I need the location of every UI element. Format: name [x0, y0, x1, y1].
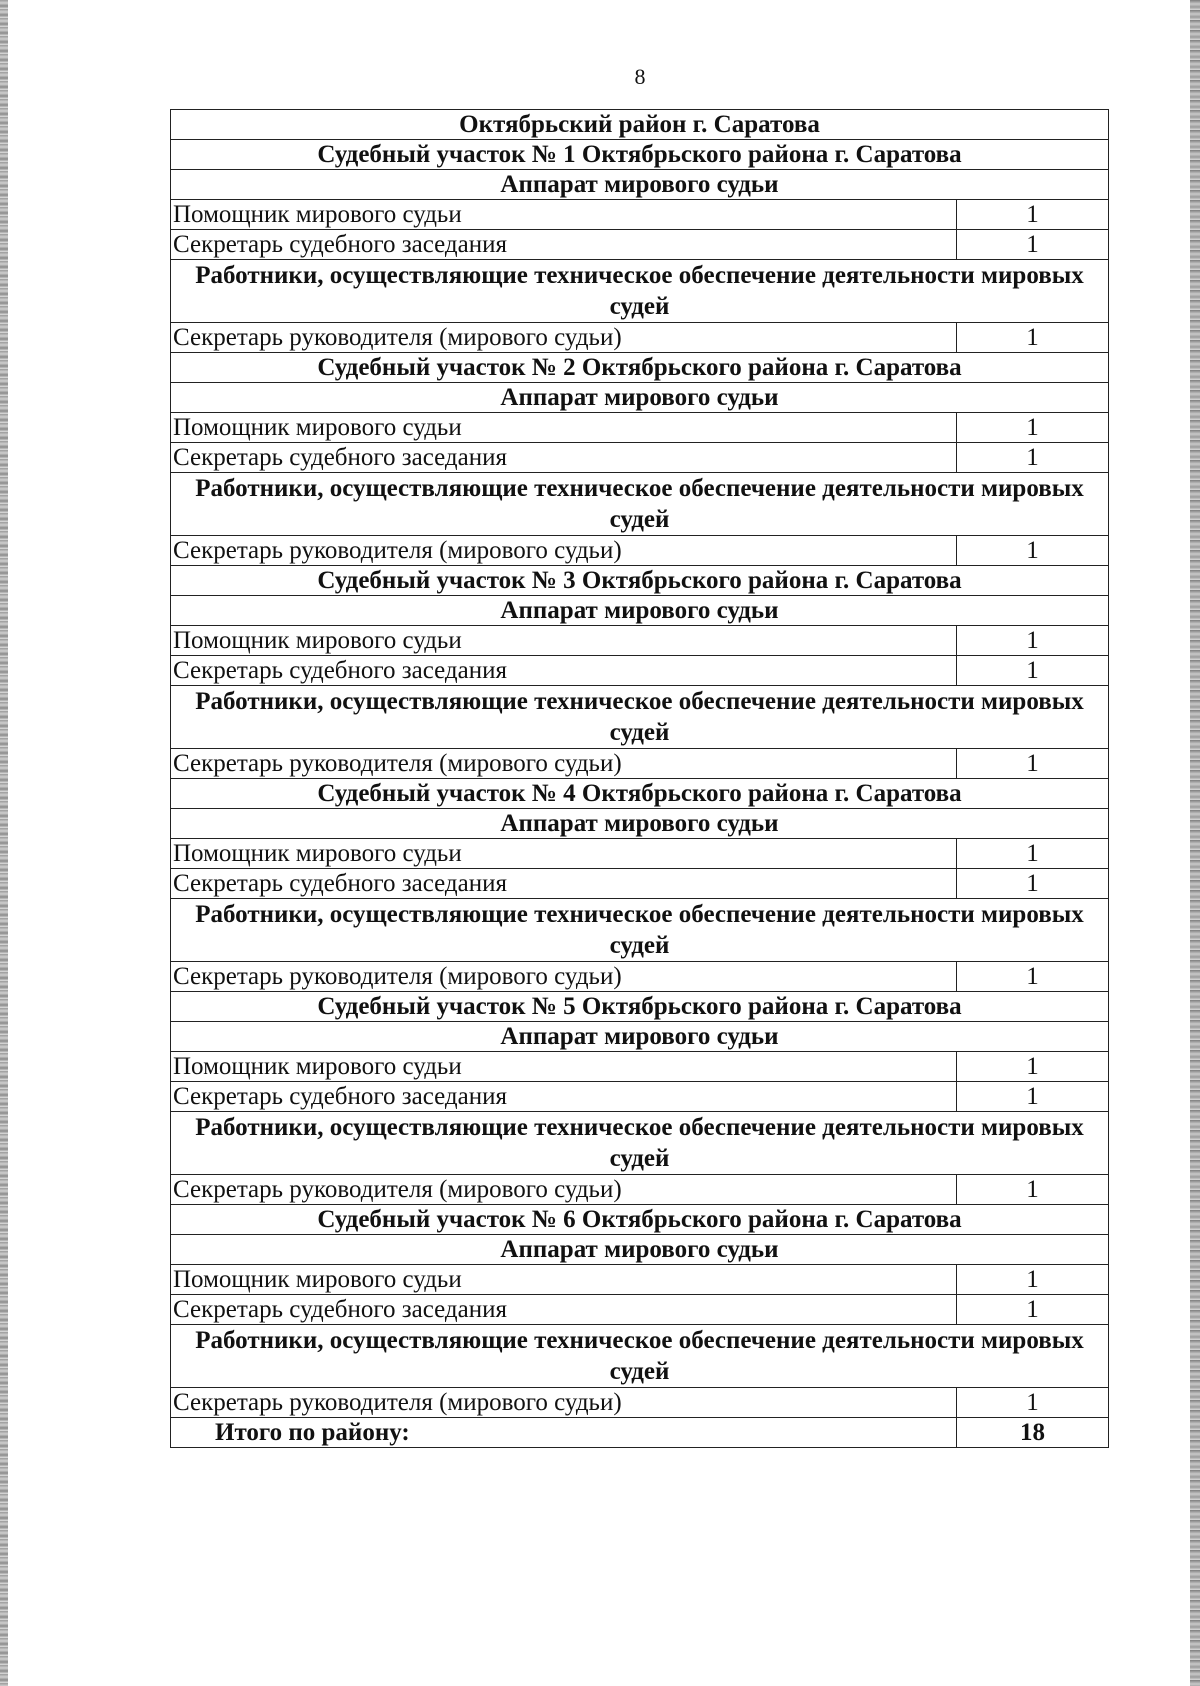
position-row: [171, 656, 1109, 686]
position-name: Секретарь судебного заседания: [171, 1082, 957, 1112]
position-count: 1: [957, 200, 1109, 230]
technical-staff-header: Работники, осуществляющие техническое обеспечение деятельности мировых судей: [171, 1325, 1109, 1388]
technical-staff-header: Работники, осуществляющие техническое обеспечение деятельности мировых судей: [171, 1112, 1109, 1175]
technical-staff-header: Работники, осуществляющие техническое обеспечение деятельности мировых судей: [171, 686, 1109, 749]
position-count: 1: [957, 230, 1109, 260]
position-name: Помощник мирового судьи: [171, 1052, 957, 1082]
apparatus-header: Аппарат мирового судьи: [171, 1022, 1109, 1052]
court-title: Судебный участок № 5 Октябрьского района г. Саратова: [171, 992, 1109, 1022]
position-row: [171, 443, 1109, 473]
position-name: Секретарь судебного заседания: [171, 1295, 957, 1325]
page-number: 8: [634, 64, 646, 89]
position-row: [171, 536, 1109, 566]
position-name: Секретарь судебного заседания: [171, 443, 957, 473]
technical-header-row: [171, 686, 1109, 749]
position-name: Помощник мирового судьи: [171, 626, 957, 656]
position-row: [171, 1388, 1109, 1418]
position-name: Помощник мирового судьи: [171, 200, 957, 230]
apparatus-header: Аппарат мирового судьи: [171, 383, 1109, 413]
apparatus-header-row: [171, 383, 1109, 413]
position-row: [171, 1175, 1109, 1205]
position-row: [171, 869, 1109, 899]
apparatus-header: Аппарат мирового судьи: [171, 596, 1109, 626]
scan-edge-right: [1190, 0, 1200, 1686]
position-count: 1: [957, 413, 1109, 443]
apparatus-header-row: [171, 1022, 1109, 1052]
position-row: [171, 749, 1109, 779]
apparatus-header-row: [171, 809, 1109, 839]
court-title-row: [171, 779, 1109, 809]
position-row: [171, 323, 1109, 353]
court-title: Судебный участок № 2 Октябрьского района г. Саратова: [171, 353, 1109, 383]
position-name: Секретарь судебного заседания: [171, 230, 957, 260]
apparatus-header: Аппарат мирового судьи: [171, 1235, 1109, 1265]
position-count: 1: [957, 1388, 1109, 1418]
total-row: [171, 1418, 1109, 1448]
district-title-row: [171, 110, 1109, 140]
position-count: 1: [957, 1082, 1109, 1112]
apparatus-header: Аппарат мирового судьи: [171, 809, 1109, 839]
position-count: 1: [957, 749, 1109, 779]
court-title-row: [171, 353, 1109, 383]
position-name: Помощник мирового судьи: [171, 1265, 957, 1295]
position-count: 1: [957, 839, 1109, 869]
court-title: Судебный участок № 4 Октябрьского района г. Саратова: [171, 779, 1109, 809]
position-row: [171, 962, 1109, 992]
position-name: Секретарь руководителя (мирового судьи): [171, 323, 957, 353]
technical-header-row: [171, 899, 1109, 962]
staff-table: [170, 109, 1109, 1448]
staff-table-body: [171, 110, 1109, 1448]
position-row: [171, 230, 1109, 260]
position-name: Секретарь руководителя (мирового судьи): [171, 962, 957, 992]
court-title-row: [171, 566, 1109, 596]
position-count: 1: [957, 656, 1109, 686]
court-title-row: [171, 992, 1109, 1022]
position-name: Помощник мирового судьи: [171, 413, 957, 443]
total-label: Итого по району:: [171, 1418, 957, 1448]
technical-header-row: [171, 1112, 1109, 1175]
position-row: [171, 1082, 1109, 1112]
position-count: 1: [957, 1295, 1109, 1325]
position-count: 1: [957, 1052, 1109, 1082]
apparatus-header-row: [171, 1235, 1109, 1265]
technical-staff-header: Работники, осуществляющие техническое обеспечение деятельности мировых судей: [171, 260, 1109, 323]
court-title-row: [171, 140, 1109, 170]
position-name: Помощник мирового судьи: [171, 839, 957, 869]
position-count: 1: [957, 1175, 1109, 1205]
position-row: [171, 1295, 1109, 1325]
position-row: [171, 1052, 1109, 1082]
position-row: [171, 1265, 1109, 1295]
technical-staff-header: Работники, осуществляющие техническое обеспечение деятельности мировых судей: [171, 473, 1109, 536]
court-title: Судебный участок № 3 Октябрьского района г. Саратова: [171, 566, 1109, 596]
position-name: Секретарь судебного заседания: [171, 869, 957, 899]
position-row: [171, 200, 1109, 230]
court-title: Судебный участок № 6 Октябрьского района г. Саратова: [171, 1205, 1109, 1235]
technical-staff-header: Работники, осуществляющие техническое обеспечение деятельности мировых судей: [171, 899, 1109, 962]
position-count: 1: [957, 869, 1109, 899]
position-row: [171, 839, 1109, 869]
technical-header-row: [171, 1325, 1109, 1388]
position-name: Секретарь руководителя (мирового судьи): [171, 536, 957, 566]
position-name: Секретарь руководителя (мирового судьи): [171, 1175, 957, 1205]
position-count: 1: [957, 626, 1109, 656]
court-title-row: [171, 1205, 1109, 1235]
position-count: 1: [957, 1265, 1109, 1295]
apparatus-header-row: [171, 170, 1109, 200]
position-count: 1: [957, 536, 1109, 566]
position-count: 1: [957, 443, 1109, 473]
position-count: 1: [957, 323, 1109, 353]
position-row: [171, 413, 1109, 443]
total-value: 18: [957, 1418, 1109, 1448]
technical-header-row: [171, 473, 1109, 536]
apparatus-header: Аппарат мирового судьи: [171, 170, 1109, 200]
scan-edge-left: [0, 0, 8, 1686]
district-title: Октябрьский район г. Саратова: [171, 110, 1109, 140]
position-name: Секретарь судебного заседания: [171, 656, 957, 686]
position-count: 1: [957, 962, 1109, 992]
technical-header-row: [171, 260, 1109, 323]
apparatus-header-row: [171, 596, 1109, 626]
position-name: Секретарь руководителя (мирового судьи): [171, 749, 957, 779]
position-name: Секретарь руководителя (мирового судьи): [171, 1388, 957, 1418]
court-title: Судебный участок № 1 Октябрьского района г. Саратова: [171, 140, 1109, 170]
position-row: [171, 626, 1109, 656]
